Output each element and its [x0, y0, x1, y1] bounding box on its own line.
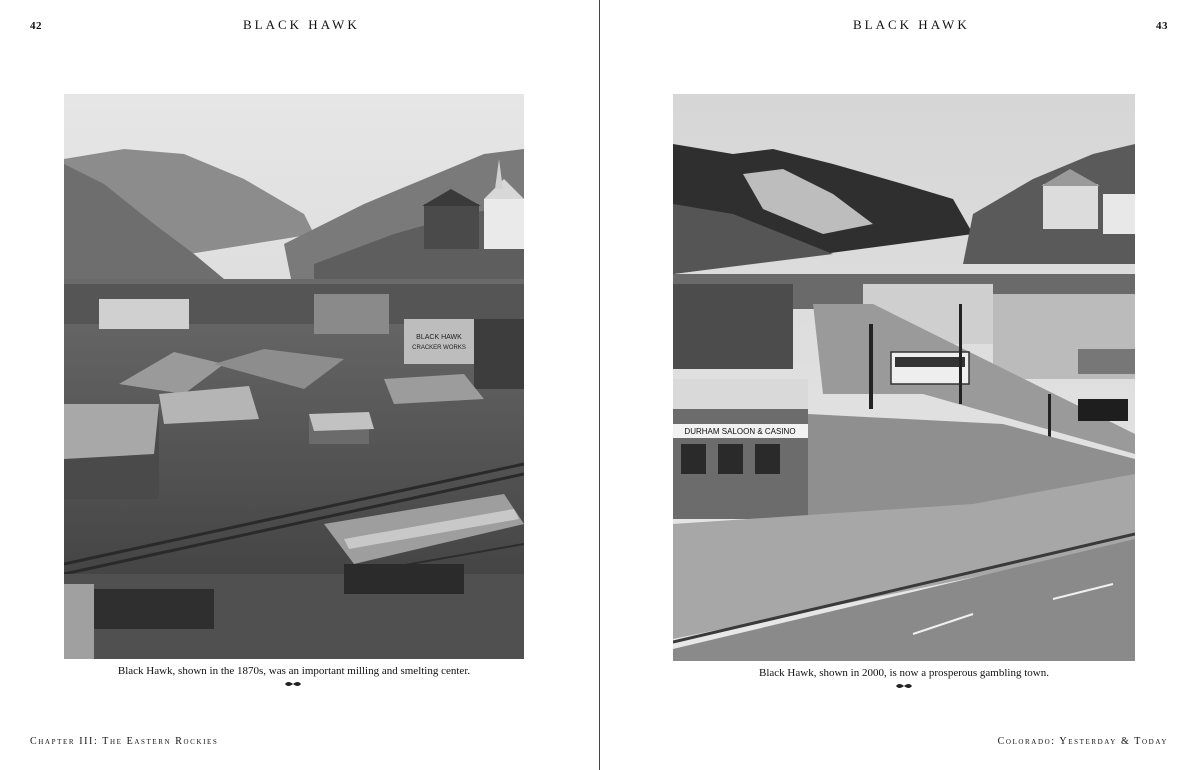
photo-caption-left: Black Hawk, shown in the 1870s, was an important milling and smelting center. [117, 665, 471, 677]
modern-photo [673, 94, 1135, 661]
photo-caption-right: Black Hawk, shown in 2000, is now a prosperous gambling town. [759, 667, 1049, 679]
fleuron-ornament-icon [284, 680, 302, 688]
running-head-right: BLACK HAWK [853, 17, 970, 32]
running-head-left: BLACK HAWK [243, 17, 360, 32]
footer-chapter: Chapter III: The Eastern Rockies [30, 736, 219, 747]
page-number-left: 42 [30, 20, 42, 32]
modern-town-photo-icon [673, 94, 1135, 661]
page-number-right: 43 [1156, 20, 1168, 32]
saloon-sign: DURHAM SALOON & CASINO [684, 427, 796, 436]
right-page [600, 0, 1196, 770]
footer-book-title: Colorado: Yesterday & Today [997, 736, 1168, 747]
fleuron-ornament-icon [895, 682, 913, 690]
historic-town-photo-icon [64, 94, 524, 659]
svg-text:CRACKER WORKS: CRACKER WORKS [412, 345, 466, 351]
historic-photo [64, 94, 524, 659]
cracker-works-sign: BLACK HAWK [416, 334, 462, 341]
